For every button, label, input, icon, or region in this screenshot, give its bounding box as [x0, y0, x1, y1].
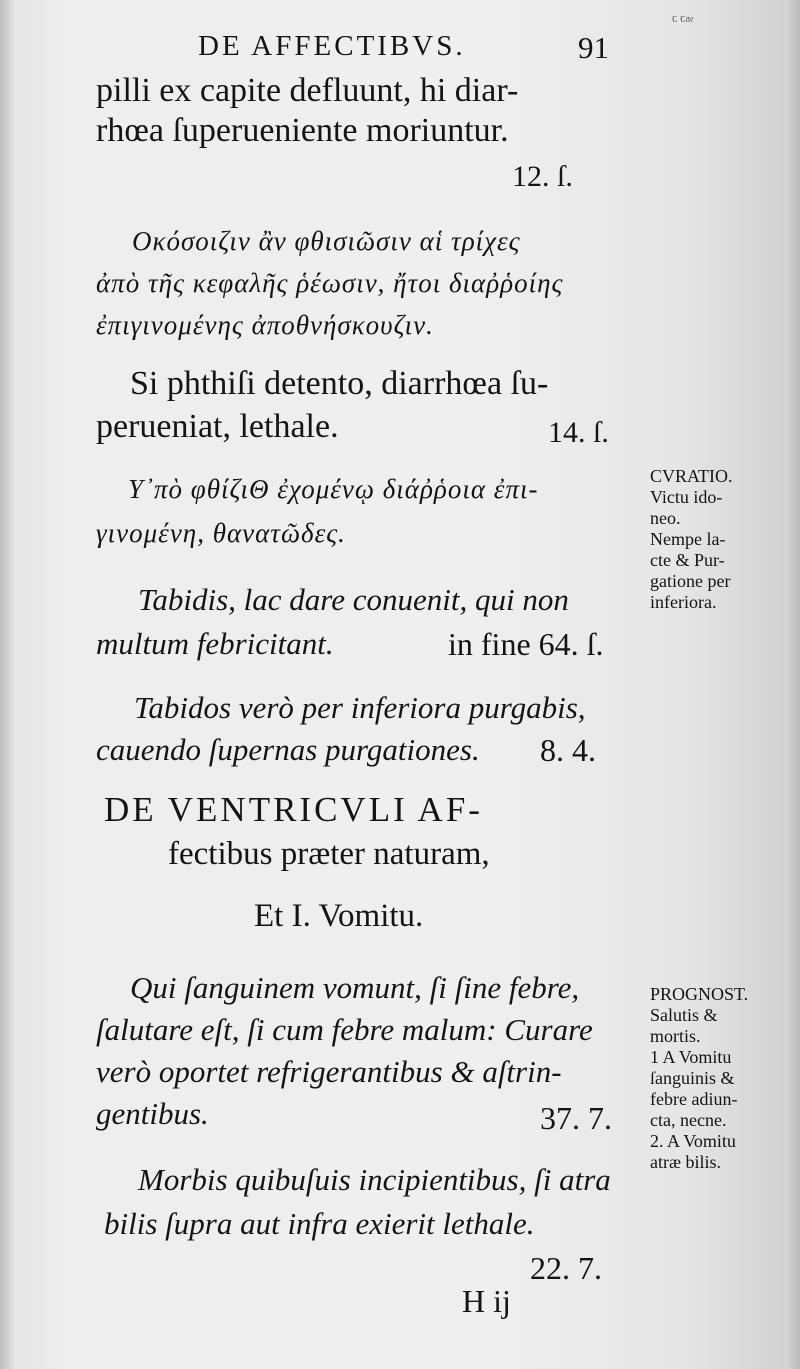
margin-curatio-line: inferiora. [650, 592, 717, 612]
p3-line-2: perueniat, lethale. [96, 408, 339, 445]
binding-gutter [0, 0, 14, 1369]
margin-curatio-line: cte & Pur- [650, 550, 725, 570]
p7-line-4: gentibus. [96, 1096, 209, 1131]
p1-line-2: rhœa ſuperueniente moriuntur. [96, 112, 509, 149]
margin-prognost-line: PROGNOST. [650, 984, 749, 1004]
p6-reference: 8. 4. [540, 732, 596, 768]
margin-prognost-line: Salutis & [650, 1005, 718, 1025]
p5-reference: in fine 64. ſ. [448, 626, 604, 662]
p7-line-1: Qui ſanguinem vomunt, ſi ſine febre, [130, 970, 580, 1005]
p8-line-2: bilis ſupra aut infra exierit lethale. [104, 1206, 535, 1241]
p5-line-2: multum febricitant. [96, 626, 334, 661]
p1-reference: 12. ſ. [512, 160, 573, 193]
p6-line-2: cauendo ſupernas purgationes. [96, 732, 480, 767]
page-number: 91 [578, 30, 609, 65]
margin-prognost-line: 1 A Vomitu [650, 1047, 732, 1067]
running-title: DE AFFECTIBVS. [198, 30, 466, 62]
p1-line-1: pilli ex capite defluunt, hi diar- [96, 72, 519, 109]
margin-curatio-line: neo. [650, 508, 681, 528]
margin-prognost-line: ſanguinis & [650, 1068, 735, 1088]
margin-prognost-line: cta, necne. [650, 1110, 727, 1130]
corner-mark: ꞇ ꞇ𝔞𝔢 [672, 14, 694, 25]
p5-line-1: Tabidis, lac dare conuenit, qui non [138, 582, 569, 617]
signature-mark: H ij [462, 1283, 511, 1319]
margin-curatio-line: gatione per [650, 571, 731, 591]
margin-note-prognost [650, 984, 748, 1173]
margin-prognost-line: febre adiun- [650, 1089, 738, 1109]
p4-greek-line-1: Υ᾽πὸ φθίζιΘ ἐχομένῳ διάῤῥοια ἐπι- [128, 474, 539, 504]
p4-greek-line-2: γινομένη, θανατῶδες. [96, 518, 346, 548]
margin-note-curatio [650, 466, 733, 613]
margin-prognost-line: mortis. [650, 1026, 701, 1046]
p7-line-2: ſalutare eſt, ſi cum febre malum: Curare [96, 1012, 593, 1047]
margin-prognost-line: atræ bilis. [650, 1152, 721, 1172]
page-edge [785, 0, 800, 1369]
margin-curatio-line: Nempe la- [650, 529, 726, 549]
section-title-line-1: DE VENTRICVLI AF- [104, 790, 483, 829]
p2-greek-line-1: Οκόσοιζιν ἂν φθισιῶσιν αἱ τρίχες [132, 226, 521, 256]
p7-line-3: verò oportet refrigerantibus & aſtrin- [96, 1054, 562, 1089]
p3-reference: 14. ſ. [548, 416, 609, 449]
margin-prognost-line: 2. A Vomitu [650, 1131, 736, 1151]
p8-line-1: Morbis quibuſuis incipientibus, ſi atra [138, 1162, 611, 1197]
section-subtitle: Et I. Vomitu. [254, 898, 424, 934]
section-title-line-2: fectibus præter naturam, [168, 836, 490, 872]
margin-curatio-line: CVRATIO. [650, 466, 733, 486]
margin-curatio-line: Victu ido- [650, 487, 723, 507]
p3-line-1: Si phthiſi detento, diarrhœa ſu- [130, 365, 549, 402]
p8-reference: 22. 7. [530, 1250, 602, 1286]
p6-line-1: Tabidos verò per inferiora purgabis, [134, 690, 586, 725]
p2-greek-line-3: ἐπιγινομένης ἀποθνήσκουζιν. [96, 310, 434, 340]
p2-greek-line-2: ἀπὸ τῆς κεφαλῆς ῥέωσιν, ἤτοι διαῤῥοίης [96, 268, 564, 298]
p7-reference: 37. 7. [540, 1100, 612, 1136]
